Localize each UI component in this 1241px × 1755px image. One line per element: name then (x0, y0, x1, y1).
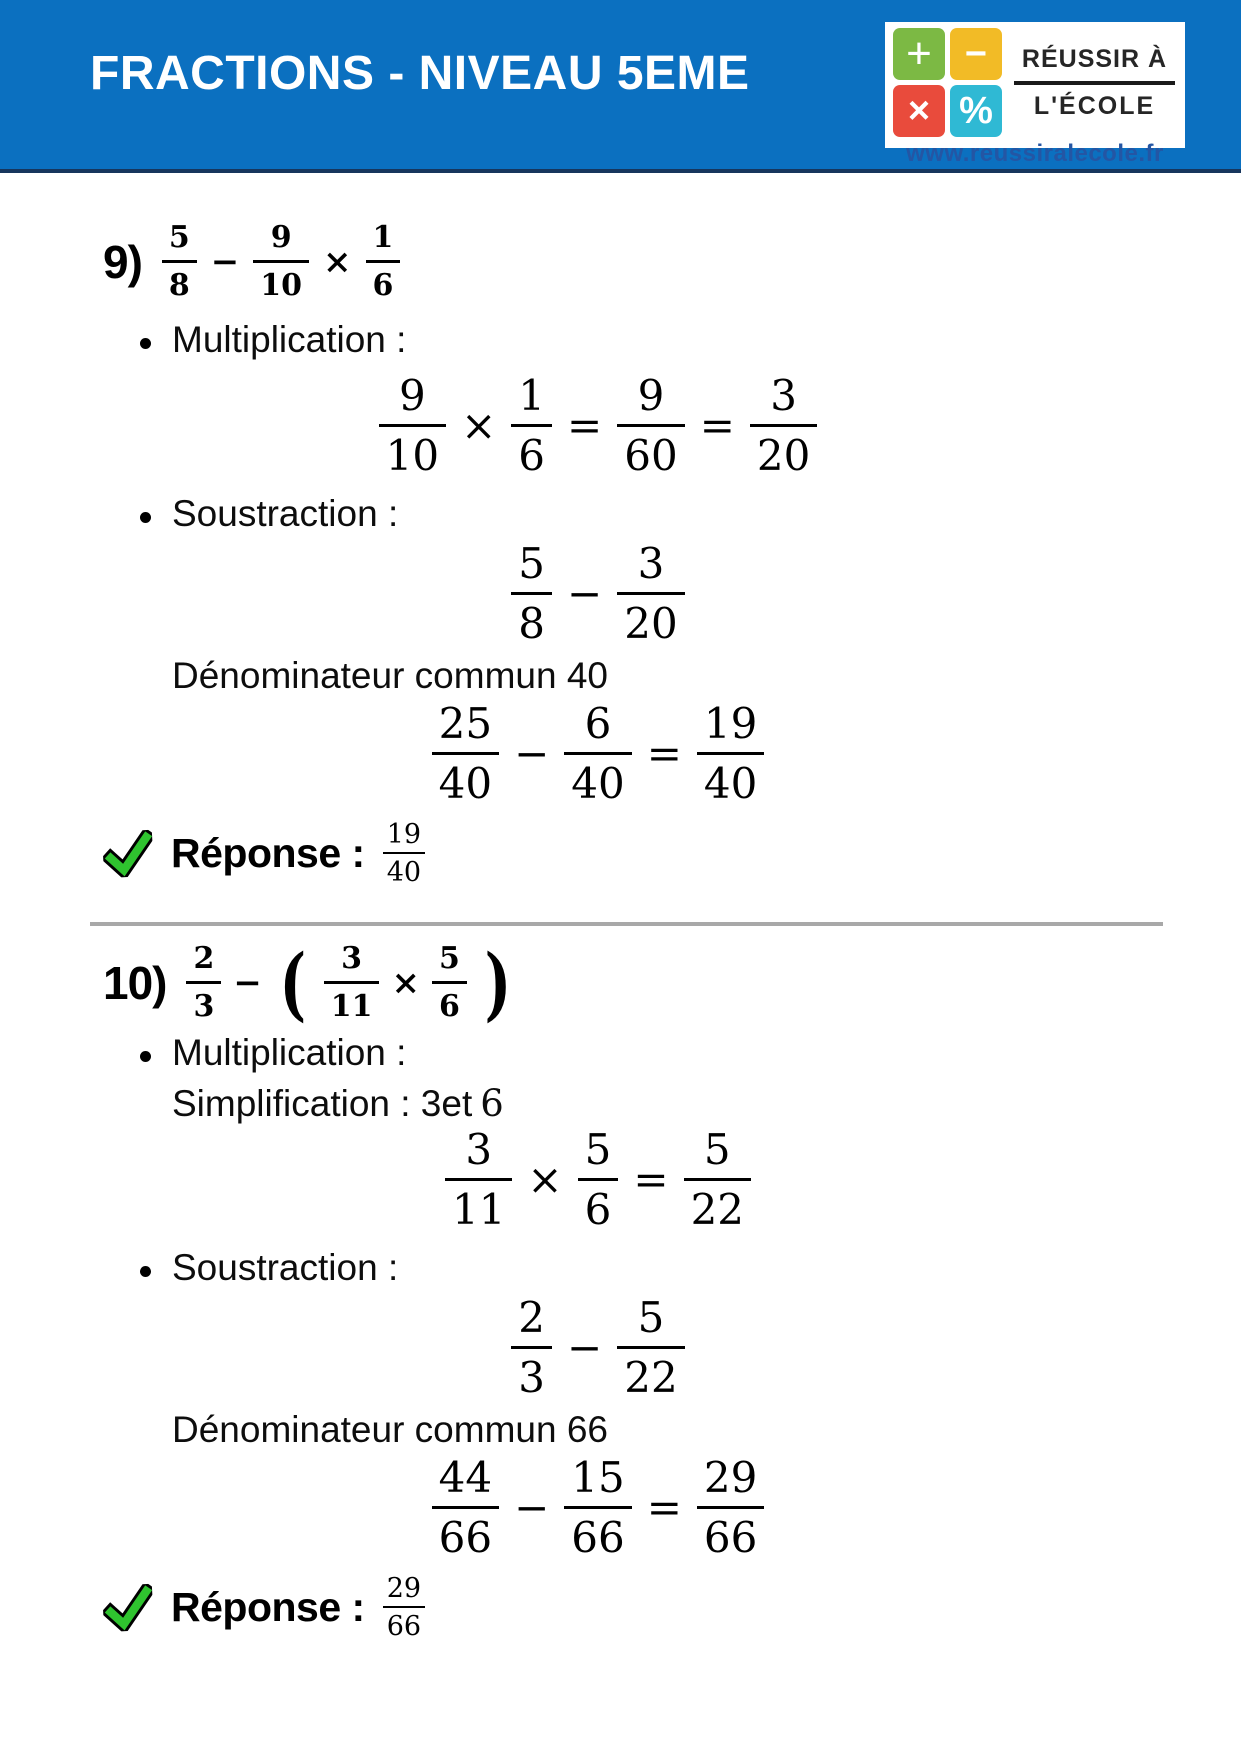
fraction (162, 220, 197, 303)
exercise10-denominator-note: Dénominateur commun 66 (172, 1409, 608, 1450)
numerator: 29 (386, 1573, 422, 1604)
denominator: 8 (518, 599, 546, 648)
fraction (617, 1293, 684, 1402)
numerator: 6 (584, 699, 612, 748)
exercise9-expression (162, 220, 401, 303)
fraction (186, 941, 221, 1024)
logo-brand-line2: L'ÉCOLE (1033, 91, 1156, 120)
denominator: 22 (624, 1353, 678, 1402)
fraction (684, 1125, 751, 1234)
fraction (697, 1453, 764, 1562)
numerator: 3 (465, 1125, 493, 1174)
exercise9-denominator-note: Dénominateur commun 40 (172, 655, 608, 696)
numerator: 1 (372, 220, 394, 255)
exercise10-answer-row (103, 1575, 1241, 1640)
exercise9-multiplication-bullet (140, 319, 1241, 361)
denominator: 3 (518, 1353, 546, 1402)
denominator: 6 (518, 431, 546, 480)
denominator: 6 (584, 1185, 612, 1234)
plus-icon: + (893, 28, 945, 80)
numerator: 19 (703, 699, 758, 748)
operator: − (567, 569, 603, 618)
numerator: 25 (438, 699, 493, 748)
multiply-icon: × (893, 85, 945, 137)
bullet-icon (140, 1266, 151, 1277)
denominator: 20 (756, 431, 811, 480)
denominator: 11 (451, 1185, 506, 1234)
percent-icon: % (950, 85, 1002, 137)
denominator: 6 (372, 268, 394, 303)
fraction (564, 699, 631, 808)
logo-url: www.reussiralecole.fr (906, 140, 1164, 167)
answer-label: Réponse : (171, 1584, 365, 1630)
numerator: 3 (341, 941, 363, 976)
operator: − (514, 729, 550, 778)
fraction (578, 1125, 619, 1234)
bullet-icon (140, 338, 151, 349)
exercise10-multiplication-bullet (140, 1032, 1241, 1074)
fraction (511, 1293, 552, 1402)
soustraction-label: Soustraction : (172, 493, 399, 534)
page-title: FRACTIONS - NIVEAU 5EME (90, 47, 750, 100)
numerator: 9 (270, 220, 292, 255)
exercise9-number: 9) (103, 236, 142, 288)
numerator: 3 (637, 539, 665, 588)
exercise9-final-equation (0, 699, 1241, 808)
exercise10-number: 10) (103, 957, 167, 1009)
fraction (253, 220, 309, 303)
soustraction-label: Soustraction : (172, 1247, 399, 1288)
bullet-icon (140, 512, 151, 523)
answer-label: Réponse : (171, 830, 365, 876)
numerator: 5 (584, 1125, 612, 1174)
denominator: 66 (438, 1513, 493, 1562)
numerator: 2 (193, 941, 215, 976)
operator: × (391, 963, 420, 1003)
operator: × (461, 401, 497, 450)
bullet-icon (140, 1051, 151, 1062)
simplification-value: 6 (480, 1082, 504, 1125)
exercise9-soustraction-equation (0, 539, 1241, 648)
denominator: 40 (438, 759, 493, 808)
denominator: 66 (571, 1513, 625, 1562)
numerator: 5 (703, 1125, 731, 1174)
fraction (617, 539, 684, 648)
minus-icon: − (950, 28, 1002, 80)
denominator: 66 (386, 1611, 422, 1642)
denominator: 6 (438, 989, 460, 1024)
fraction (324, 941, 380, 1024)
multiplication-label: Multiplication : (172, 1032, 407, 1073)
exercise9-answer-row (103, 821, 1241, 886)
answer-fraction (383, 821, 425, 886)
numerator: 19 (386, 819, 422, 850)
denominator: 60 (624, 431, 678, 480)
fraction (379, 371, 446, 480)
fraction (750, 371, 817, 480)
denominator: 22 (690, 1185, 745, 1234)
numerator: 5 (438, 941, 460, 976)
fraction (564, 1453, 631, 1562)
operator: − (567, 1323, 603, 1372)
numerator: 5 (168, 220, 190, 255)
denominator: 66 (703, 1513, 758, 1562)
fraction (366, 220, 401, 303)
logo-divider (1014, 81, 1175, 85)
exercise9-multiplication-equation (0, 371, 1241, 480)
denominator: 20 (624, 599, 678, 648)
answer-fraction (383, 1575, 425, 1640)
operator: × (527, 1155, 563, 1204)
operator: = (633, 1155, 669, 1204)
operator: = (646, 729, 682, 778)
fraction (432, 699, 499, 808)
exercise9-problem (103, 220, 1241, 303)
numerator: 1 (518, 371, 546, 420)
numerator: 3 (770, 371, 797, 420)
header-banner (0, 0, 1241, 173)
denominator: 40 (703, 759, 758, 808)
check-icon (102, 1583, 154, 1632)
simplification-text: Simplification : 3et (172, 1083, 473, 1124)
exercise9-soustraction-bullet (140, 493, 1241, 535)
operator: = (567, 401, 603, 450)
denominator: 40 (571, 759, 625, 808)
logo-brand (1012, 45, 1177, 121)
operator: = (646, 1483, 682, 1532)
check-icon (102, 829, 154, 878)
denominator: 3 (193, 989, 215, 1024)
logo (885, 22, 1185, 167)
operator: = (699, 401, 735, 450)
fraction (511, 539, 552, 648)
fraction (445, 1125, 512, 1234)
exercise10-soustraction-equation (0, 1293, 1241, 1402)
exercise10-problem (103, 936, 1241, 1030)
denominator: 11 (330, 989, 373, 1024)
denominator: 8 (168, 268, 190, 303)
logo-brand-line1: RÉUSSIR À (1021, 44, 1168, 73)
fraction (432, 941, 467, 1024)
numerator: 29 (703, 1453, 758, 1502)
section-divider (90, 922, 1163, 926)
exercise10-simplification-note (172, 1082, 1241, 1125)
numerator: 9 (399, 371, 426, 420)
exercise10-expression: $\frac{2}{3}$ − ( $\frac{3}{11}$ × $\frac{5}{6}$ ) (186, 944, 516, 1022)
operator: − (210, 242, 240, 282)
fraction (617, 371, 684, 480)
exercise10-final-equation (0, 1453, 1241, 1562)
numerator: 5 (637, 1293, 665, 1342)
operator: − (233, 963, 262, 1003)
exercise10-multiplication-equation (0, 1125, 1241, 1234)
numerator: 44 (438, 1453, 493, 1502)
fraction (432, 1453, 499, 1562)
logo-top (893, 28, 1177, 137)
fraction (697, 699, 764, 808)
multiplication-label: Multiplication : (172, 319, 407, 360)
denominator: 40 (386, 857, 422, 888)
operator: − (514, 1483, 550, 1532)
numerator: 15 (571, 1453, 625, 1502)
logo-operator-grid (893, 28, 1002, 137)
denominator: 10 (385, 431, 440, 480)
denominator: 10 (260, 268, 303, 303)
fraction (511, 371, 552, 480)
numerator: 9 (637, 371, 665, 420)
numerator: 5 (518, 539, 546, 588)
exercise10-soustraction-bullet (140, 1247, 1241, 1289)
numerator: 2 (518, 1293, 546, 1342)
operator: × (323, 242, 352, 282)
